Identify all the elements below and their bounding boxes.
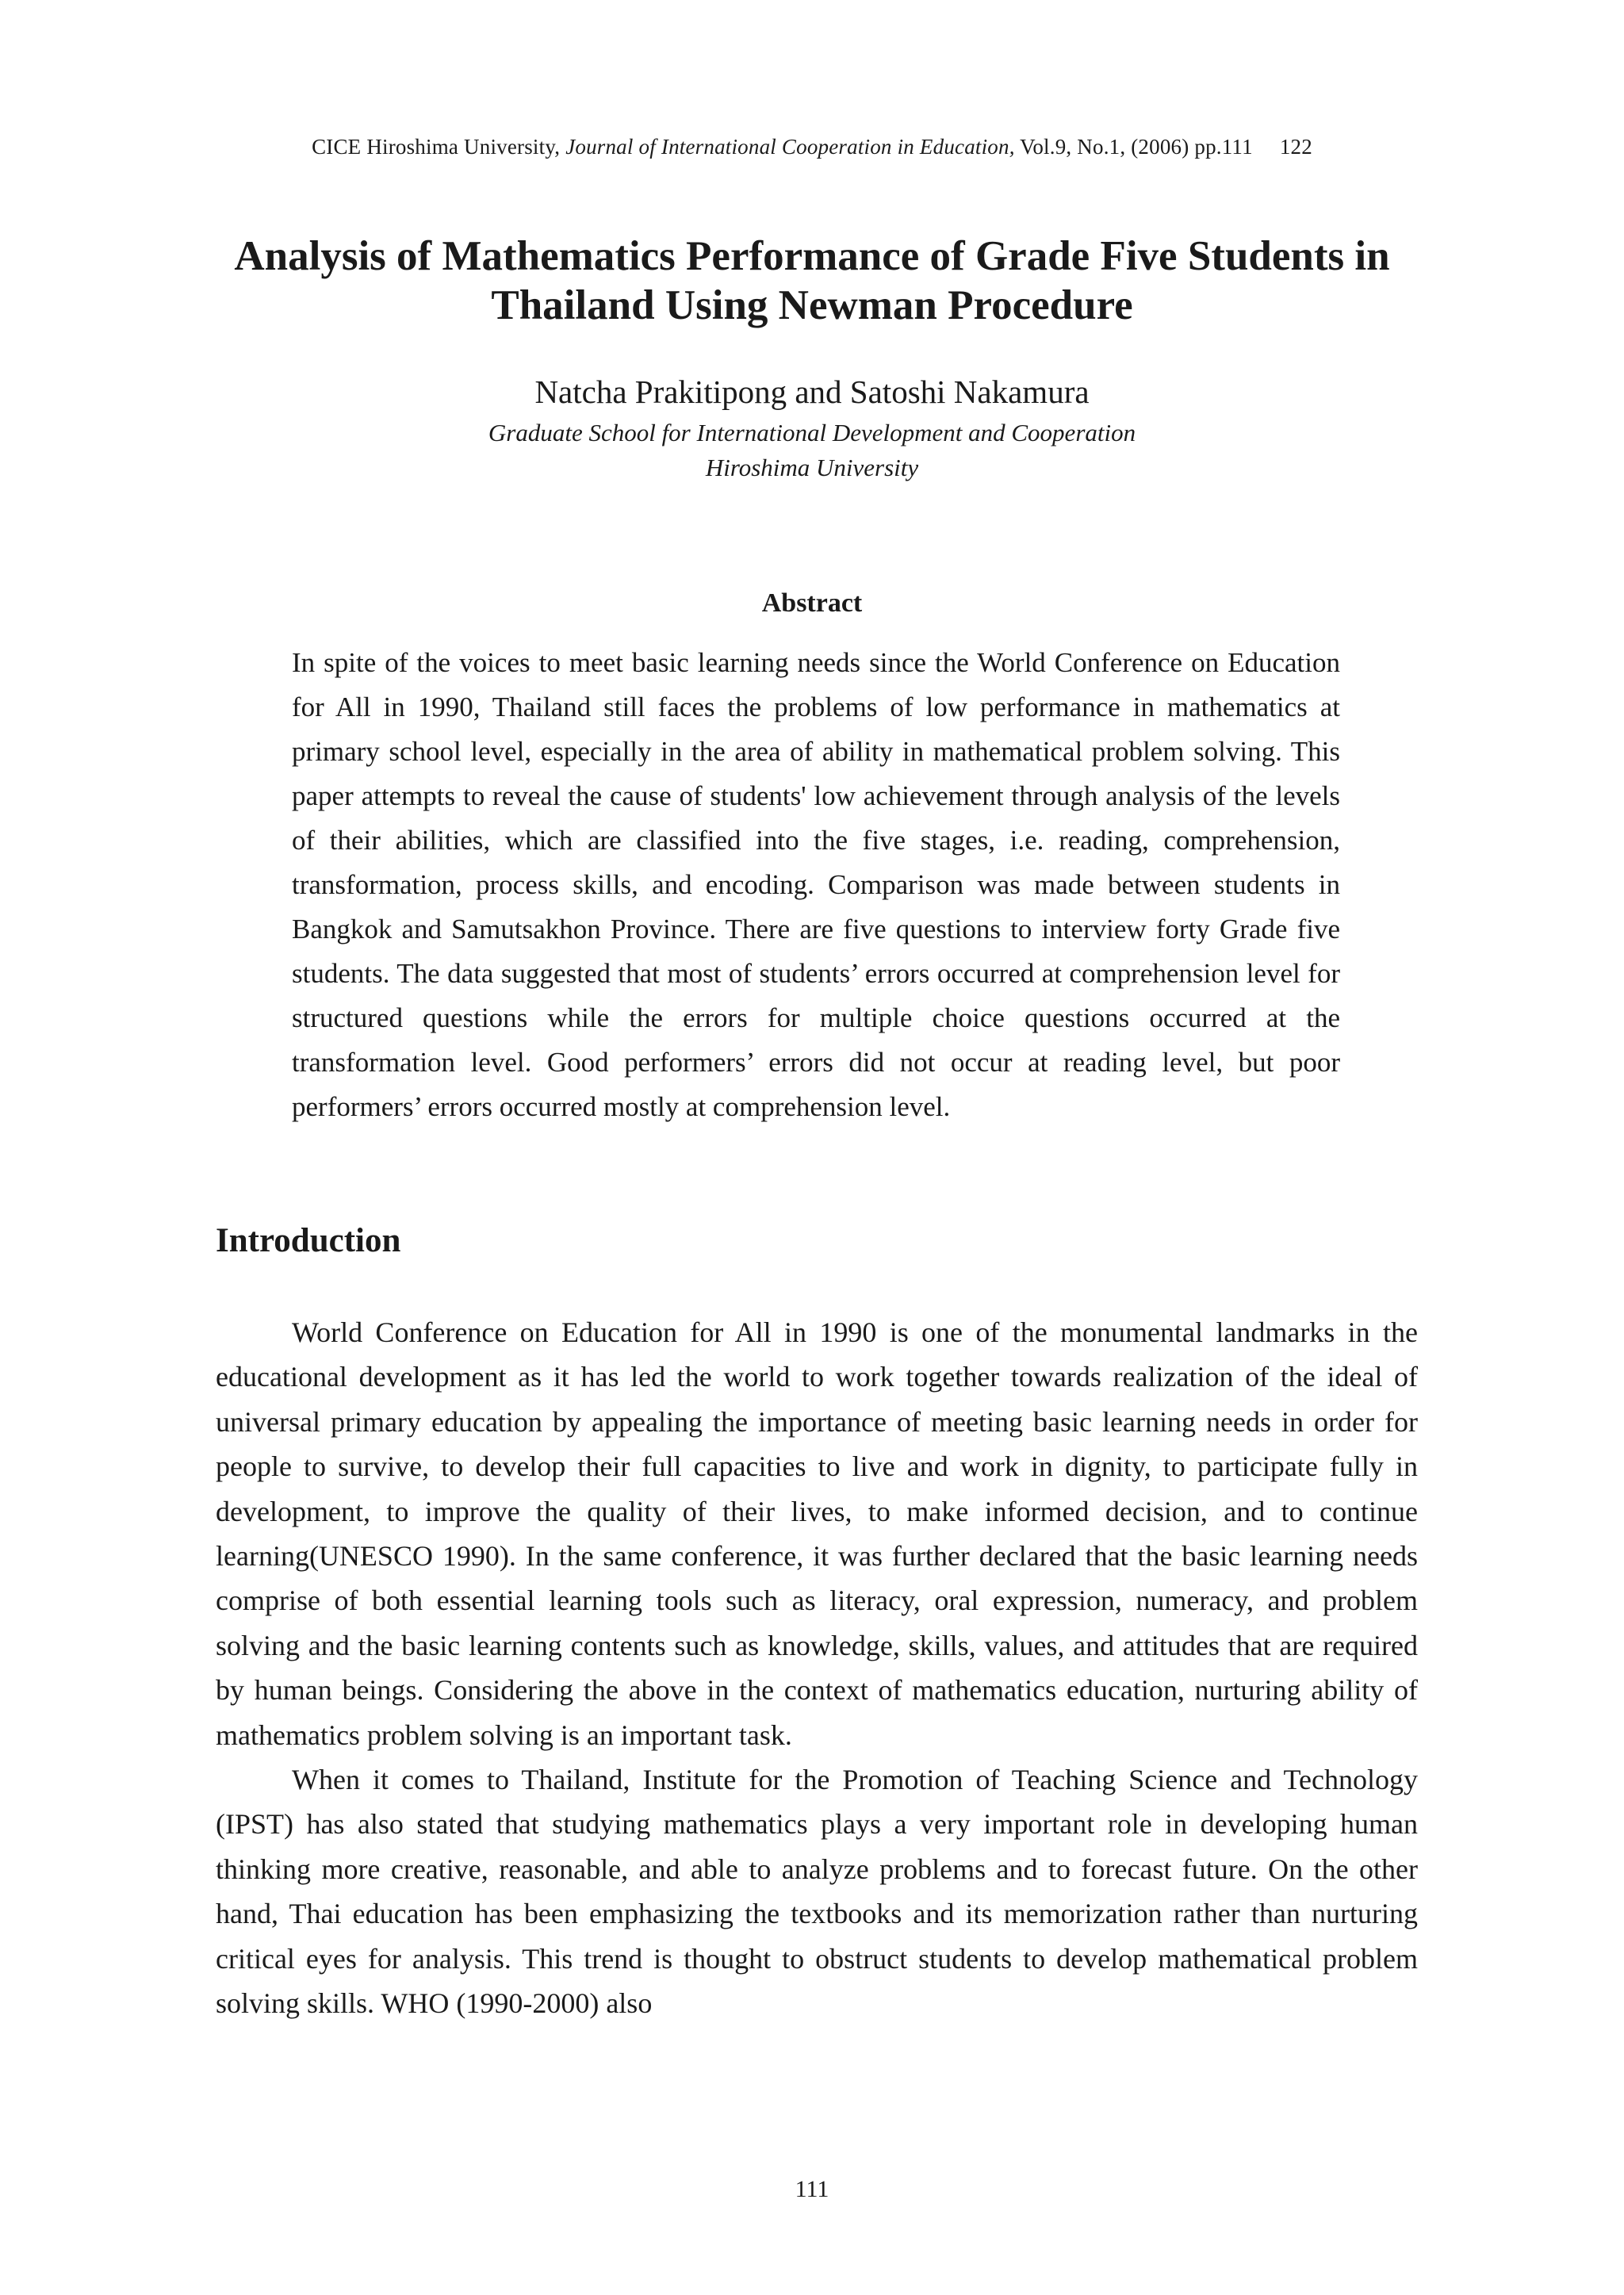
running-head-journal: Journal of International Cooperation in Education, bbox=[565, 135, 1015, 159]
paper-title: Analysis of Mathematics Performance of Grade Five Students in Thailand Using Newman Procedure bbox=[234, 233, 1390, 328]
running-head bbox=[0, 135, 1624, 159]
introduction-body bbox=[216, 1310, 1418, 2026]
introduction-heading: Introduction bbox=[216, 1222, 401, 1259]
running-head-page-end: 122 bbox=[1279, 135, 1312, 159]
page-number: 111 bbox=[795, 2176, 829, 2202]
affiliation-department: Graduate School for International Development and Cooperation bbox=[488, 419, 1136, 446]
running-head-institution: CICE Hiroshima University, bbox=[312, 135, 561, 159]
affiliation-university: Hiroshima University bbox=[705, 454, 919, 481]
introduction-paragraph-2: When it comes to Thailand, Institute for the Promotion of Teaching Science and Technology (IPST) has also stated that studying mathematics plays a very important role in developing human thinking more creative, reasonable, and able to analyze problems and to forecast future. On the other hand, Thai education has been emphasizing the textbooks and its memorization rather than nurturing critical eyes for analysis. This trend is thought to obstruct students to develop mathematical problem solving skills. WHO (1990-2000) also bbox=[216, 1764, 1418, 2020]
introduction-paragraph-1: World Conference on Education for All in 1990 is one of the monumental landmarks in the educational development as it has led the world to work together towards realization of the ideal of universal primary education by appealing the importance of meeting basic learning needs in order for people to survive, to develop their full capacities to live and work in dignity, to participate fully in development, to improve the quality of their lives, to make informed decision, and to continue learning(UNESCO 1990). In the same conference, it was further declared that the basic learning needs comprise of both essential learning tools such as literacy, oral expression, numeracy, and problem solving and the basic learning contents such as knowledge, skills, values, and attitudes that are required by human beings. Considering the above in the context of mathematics education, nurturing ability of mathematics problem solving is an important task. bbox=[216, 1316, 1418, 1751]
abstract-text: In spite of the voices to meet basic learning needs since the World Conference on Education for All in 1990, Thailand still faces the problems of low performance in mathematics at primary school level, especially in the area of ability in mathematical problem solving. This paper attempts to reveal the cause of students' low achievement through analysis of the levels of their abilities, which are classified into the five stages, i.e. reading, comprehension, transformation, process skills, and encoding. Comparison was made between students in Bangkok and Samutsakhon Province. There are five questions to interview forty Grade five students. The data suggested that most of students’ errors occurred at comprehension level for structured questions while the errors for multiple choice questions occurred at the transformation level. Good performers’ errors did not occur at reading level, but poor performers’ errors occurred mostly at comprehension level. bbox=[292, 647, 1340, 1122]
abstract-heading: Abstract bbox=[761, 588, 863, 618]
author-names: Natcha Prakitipong and Satoshi Nakamura bbox=[534, 374, 1090, 410]
running-head-citation: Vol.9, No.1, (2006) pp.111 bbox=[1020, 135, 1253, 159]
